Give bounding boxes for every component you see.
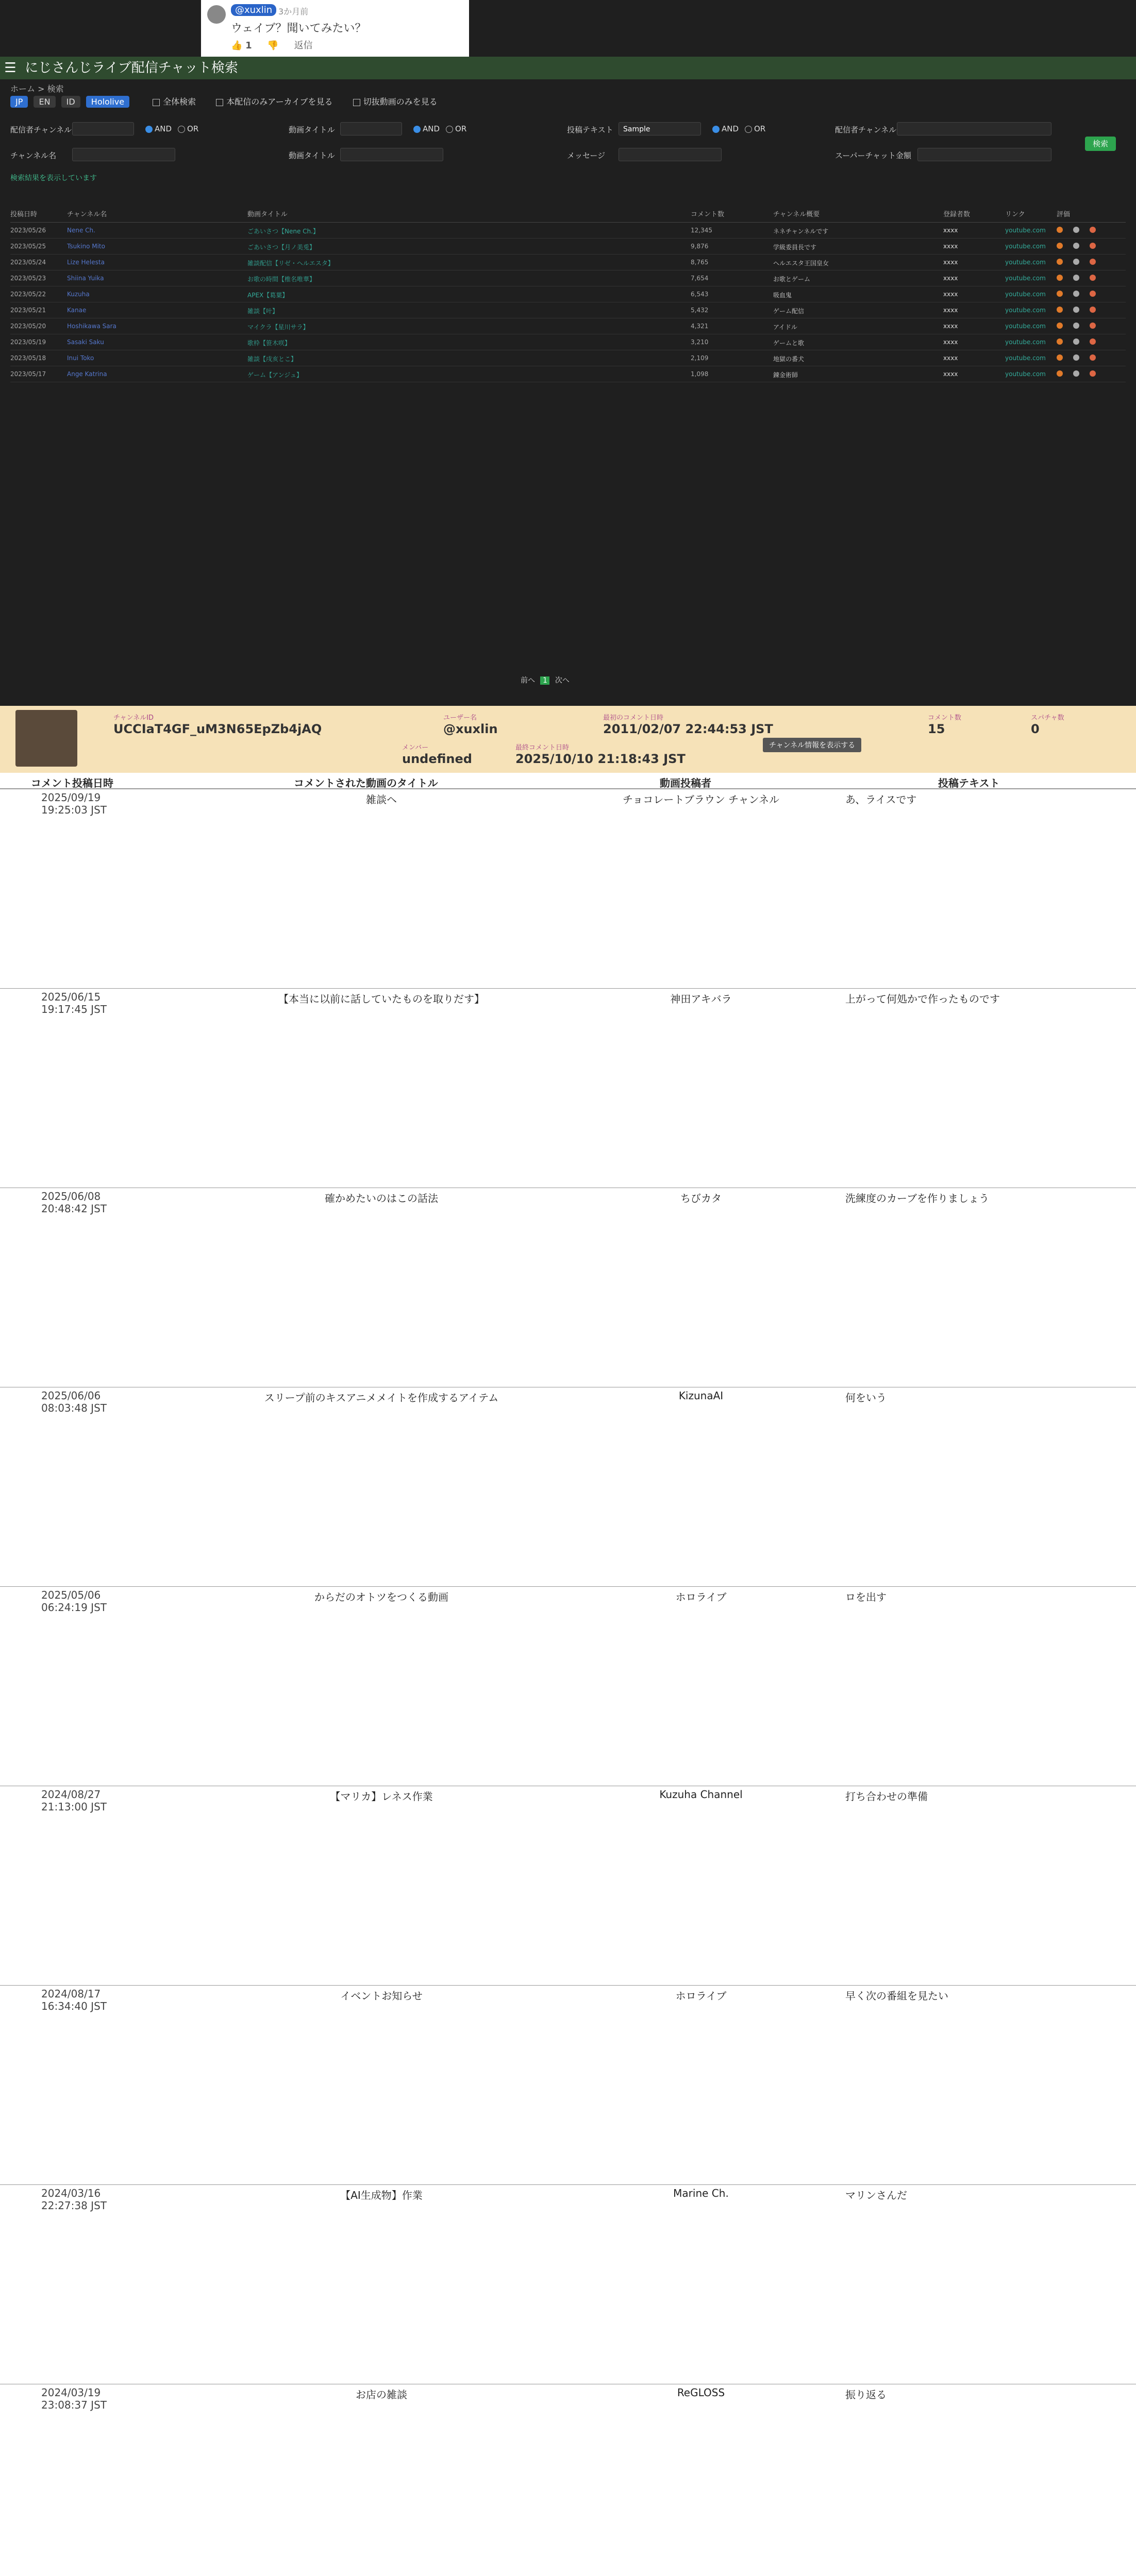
- cell-comment-text: 打ち合わせの準備: [845, 1790, 928, 1803]
- filter-label: 配信者チャンネル: [10, 125, 72, 134]
- thumbs-up-icon[interactable]: 👍 1: [231, 40, 252, 51]
- cell-uploader[interactable]: ちびカタ: [680, 1192, 722, 1205]
- cell-date: 2023/05/17: [10, 370, 46, 378]
- field-value: 0: [1031, 722, 1040, 736]
- cell-video-title[interactable]: イベントお知らせ: [340, 1990, 423, 2002]
- filter-label: 動画タイトル: [289, 151, 335, 160]
- info-icon[interactable]: [1073, 291, 1079, 297]
- toggle-jp[interactable]: JP: [10, 96, 28, 108]
- row-icons: [1057, 323, 1108, 330]
- cell-date: 2023/05/20: [10, 323, 46, 330]
- cell-video-title[interactable]: 確かめたいのはこの話法: [325, 1192, 438, 1205]
- star-icon[interactable]: [1057, 323, 1063, 329]
- cell-uploader[interactable]: チョコレートブラウン チャンネル: [623, 793, 779, 806]
- cell-date: 2025/06/15 19:17:45 JST: [41, 991, 107, 1015]
- cell-comment-text: 早く次の番組を見たい: [845, 1990, 948, 2002]
- table-row[interactable]: [10, 239, 1126, 255]
- cell-desc: ゲームと歌: [773, 340, 805, 347]
- check-label: 切抜動画のみを見る: [363, 97, 438, 107]
- channel2-input[interactable]: [897, 122, 1051, 135]
- alert-icon[interactable]: [1090, 227, 1096, 233]
- cell-cnt: 1,098: [691, 370, 709, 378]
- comment-row: [0, 2384, 1136, 2576]
- cell-ch[interactable]: Nene Ch.: [67, 227, 95, 234]
- cell-date: 2024/08/27 21:13:00 JST: [41, 1788, 107, 1813]
- cell-video-title[interactable]: からだのオトツをつくる動画: [314, 1591, 448, 1603]
- col-header[interactable]: 投稿テキスト: [938, 777, 1000, 789]
- cell-link[interactable]: youtube.com: [1005, 307, 1046, 314]
- cell-date: 2024/03/16 22:27:38 JST: [41, 2187, 107, 2212]
- show-channel-button[interactable]: チャンネル情報を表示する: [763, 738, 861, 752]
- star-icon[interactable]: [1057, 370, 1063, 377]
- info-icon[interactable]: [1073, 338, 1079, 345]
- popup-text: ウェイブ？聞いてみたい？: [231, 22, 366, 35]
- check-all-search[interactable]: [153, 95, 196, 107]
- user-profile: [0, 706, 1136, 773]
- cell-cnt: 7,654: [691, 275, 709, 282]
- cell-desc: ネネチャンネルです: [773, 228, 829, 235]
- row-icons: [1057, 370, 1108, 378]
- cell-ch[interactable]: Kanae: [67, 307, 87, 314]
- field-label: メンバー: [402, 744, 429, 752]
- comment-row: [0, 1387, 1136, 1587]
- cell-num: xxxx: [943, 370, 958, 378]
- cell-num: xxxx: [943, 307, 958, 314]
- cell-cnt: 12,345: [691, 227, 712, 234]
- filter-text: 投稿テキスト Sample AND OR: [567, 121, 835, 139]
- cell-date: 2024/08/17 16:34:40 JST: [41, 1988, 107, 2012]
- cell-desc: アイドル: [773, 324, 797, 331]
- alert-icon[interactable]: [1090, 275, 1096, 281]
- cell-link[interactable]: youtube.com: [1005, 354, 1046, 362]
- filter-label: 投稿テキスト: [567, 125, 613, 134]
- like-count: 1: [245, 40, 252, 51]
- cell-title[interactable]: 雑談【叶】: [247, 308, 279, 315]
- info-icon[interactable]: [1073, 227, 1079, 233]
- filter-row-2: [10, 147, 1126, 164]
- cell-link[interactable]: youtube.com: [1005, 275, 1046, 282]
- cell-cnt: 6,543: [691, 291, 709, 298]
- list-header: [10, 204, 1126, 223]
- cell-uploader[interactable]: ホロライブ: [675, 1591, 727, 1603]
- page-current[interactable]: 1: [540, 676, 549, 685]
- cell-desc: 学級委員長です: [773, 244, 817, 251]
- cell-date: 2023/05/25: [10, 243, 46, 250]
- result-note: 検索結果を表示しています: [10, 174, 97, 182]
- alert-icon[interactable]: [1090, 323, 1096, 329]
- cell-date: 2023/05/19: [10, 338, 46, 346]
- popup-username[interactable]: @xuxlin: [231, 4, 276, 16]
- alert-icon[interactable]: [1090, 291, 1096, 297]
- cell-num: xxxx: [943, 275, 958, 282]
- comment-row: [0, 1986, 1136, 2185]
- cell-uploader[interactable]: Marine Ch.: [673, 2187, 729, 2199]
- row-icons: [1057, 291, 1108, 298]
- info-icon[interactable]: [1073, 323, 1079, 329]
- cell-cnt: 4,321: [691, 323, 709, 330]
- message-input[interactable]: [619, 148, 722, 161]
- row-icons: [1057, 227, 1108, 234]
- cell-cnt: 2,109: [691, 354, 709, 362]
- field-value: undefined: [402, 752, 472, 766]
- app-title: にじさんじライブ配信チャット検索: [25, 60, 238, 76]
- cell-link[interactable]: youtube.com: [1005, 323, 1046, 330]
- profile-last-comment: [515, 742, 686, 766]
- star-icon[interactable]: [1057, 307, 1063, 313]
- cell-ch[interactable]: Ange Katrina: [67, 370, 107, 378]
- cell-ch[interactable]: Hoshikawa Sara: [67, 323, 116, 330]
- filter-label: スーパーチャット金額: [835, 151, 912, 160]
- info-icon[interactable]: [1073, 370, 1079, 377]
- group-toggles: [10, 95, 438, 111]
- alert-icon[interactable]: [1090, 338, 1096, 345]
- app-window: [0, 0, 1136, 706]
- cell-uploader[interactable]: ホロライブ: [675, 1990, 727, 2002]
- col-header[interactable]: リンク: [1005, 211, 1025, 218]
- cell-comment-text: 上がって何処かで作ったものです: [845, 993, 1000, 1005]
- info-icon[interactable]: [1073, 243, 1079, 249]
- info-icon[interactable]: [1073, 275, 1079, 281]
- cell-date: 2025/06/06 08:03:48 JST: [41, 1389, 107, 1414]
- cell-date: 2024/03/19 23:08:37 JST: [41, 2386, 107, 2411]
- cell-comment-text: ロを出す: [845, 1591, 887, 1603]
- table-row[interactable]: [10, 302, 1126, 318]
- cell-ch[interactable]: Tsukino Mito: [67, 243, 105, 250]
- video-title-input[interactable]: [340, 148, 443, 161]
- cell-num: xxxx: [943, 291, 958, 298]
- col-header[interactable]: 動画投稿者: [660, 777, 711, 789]
- comment-row: [0, 1587, 1136, 1786]
- app-header: [0, 57, 1136, 79]
- cell-uploader[interactable]: 神田アキバラ: [670, 993, 732, 1005]
- cell-desc: お歌とゲーム: [773, 276, 811, 283]
- comment-row: [0, 989, 1136, 1188]
- star-icon[interactable]: [1057, 291, 1063, 297]
- toggle-hololive[interactable]: Hololive: [86, 96, 129, 108]
- cell-num: xxxx: [943, 227, 958, 234]
- page-prev-button[interactable]: 前へ: [521, 676, 535, 685]
- filter-label: チャンネル名: [10, 151, 57, 160]
- col-header[interactable]: コメント投稿日時: [31, 777, 113, 789]
- cell-video-title[interactable]: 【本当に以前に話していたものを取りだす】: [278, 993, 485, 1005]
- cell-title[interactable]: お歌の時間【椎名唯華】: [247, 276, 316, 283]
- alert-icon[interactable]: [1090, 259, 1096, 265]
- alert-icon[interactable]: [1090, 370, 1096, 377]
- cell-title[interactable]: 雑談配信【リゼ・ヘルエスタ】: [247, 260, 334, 267]
- comment-row: [0, 1786, 1136, 1986]
- cell-video-title[interactable]: 【AI生成物】作業: [340, 2189, 423, 2201]
- popup-time: 3か月前: [278, 7, 309, 16]
- field-label: ユーザー名: [443, 714, 477, 722]
- filter-superchat: [835, 147, 1072, 164]
- profile-channel-id: [113, 712, 322, 736]
- row-icons: [1057, 354, 1108, 362]
- star-icon[interactable]: [1057, 338, 1063, 345]
- cell-ch[interactable]: Lize Helesta: [67, 259, 105, 266]
- search-button[interactable]: 検索: [1085, 137, 1116, 151]
- alert-icon[interactable]: [1090, 243, 1096, 249]
- result-list: [10, 204, 1126, 667]
- row-icons: [1057, 259, 1108, 266]
- star-icon[interactable]: [1057, 354, 1063, 361]
- cell-date: 2023/05/26: [10, 227, 46, 234]
- cell-title[interactable]: ごあいさつ【Nene Ch.】: [247, 228, 319, 235]
- channel-name-input[interactable]: [72, 148, 175, 161]
- comment-popup: [201, 0, 469, 57]
- col-header[interactable]: 動画タイトル: [247, 211, 288, 218]
- cell-date: 2023/05/24: [10, 259, 46, 266]
- table-row[interactable]: [10, 366, 1126, 382]
- profile-member: [402, 742, 472, 766]
- filter-label: 配信者チャンネル: [835, 125, 897, 134]
- cell-desc: 吸血鬼: [773, 292, 792, 299]
- cell-comment-text: 洗練度のカーブを作りましょう: [845, 1192, 989, 1205]
- comment-row: [0, 1188, 1136, 1387]
- field-value: 2011/02/07 22:44:53 JST: [603, 722, 773, 736]
- cell-title[interactable]: APEX【葛葉】: [247, 292, 289, 299]
- cell-date: 2023/05/22: [10, 291, 46, 298]
- filter-channel-2: [835, 121, 1072, 139]
- toggle-en[interactable]: EN: [34, 96, 55, 108]
- filter-form: [10, 121, 1126, 183]
- channel-input[interactable]: [72, 122, 134, 135]
- field-value: 2025/10/10 21:18:43 JST: [515, 752, 686, 766]
- cell-link[interactable]: youtube.com: [1005, 227, 1046, 234]
- cell-video-title[interactable]: お店の雑談: [356, 2388, 407, 2401]
- cell-title[interactable]: 雑談【戌亥とこ】: [247, 355, 297, 363]
- col-header[interactable]: 投稿日時: [10, 211, 38, 218]
- info-icon[interactable]: [1073, 354, 1079, 361]
- col-header[interactable]: 登録者数: [943, 211, 971, 218]
- filter-row-1: [10, 121, 1126, 139]
- field-label: コメント数: [928, 714, 962, 722]
- comment-table: [0, 773, 1136, 2576]
- profile-count: [928, 712, 961, 736]
- cell-num: xxxx: [943, 354, 958, 362]
- cell-title[interactable]: ゲーム【アンジュ】: [247, 371, 303, 379]
- cell-cnt: 3,210: [691, 338, 709, 346]
- check-label: 全体検索: [163, 97, 196, 107]
- cell-desc: ヘルエスタ王国皇女: [773, 260, 829, 267]
- cell-cnt: 8,765: [691, 259, 709, 266]
- profile-superchat: [1031, 712, 1064, 736]
- row-icons: [1057, 275, 1108, 282]
- star-icon[interactable]: [1057, 243, 1063, 249]
- cell-comment-text: 何をいう: [845, 1392, 887, 1404]
- col-header[interactable]: コメント数: [691, 211, 725, 218]
- field-label: スパチャ数: [1031, 714, 1064, 722]
- profile-name: [443, 712, 498, 736]
- col-header[interactable]: チャンネル名: [67, 211, 107, 218]
- field-value: @xuxlin: [443, 722, 498, 736]
- table-row[interactable]: [10, 318, 1126, 334]
- cell-desc: 地獄の番犬: [773, 355, 805, 363]
- cell-comment-text: マリンさんだ: [845, 2189, 907, 2201]
- cell-num: xxxx: [943, 338, 958, 346]
- table-row[interactable]: [10, 286, 1126, 302]
- cell-title[interactable]: ごあいさつ【月ノ美兎】: [247, 244, 316, 251]
- comment-table-header: [0, 773, 1136, 789]
- title-input[interactable]: [340, 122, 402, 135]
- cell-link[interactable]: youtube.com: [1005, 338, 1046, 346]
- cell-date: 2025/05/06 06:24:19 JST: [41, 1589, 107, 1614]
- table-row[interactable]: [10, 255, 1126, 270]
- cell-ch[interactable]: Sasaki Saku: [67, 338, 104, 346]
- check-label: 本配信のみアーカイブを見る: [226, 97, 333, 107]
- cell-video-title[interactable]: 雑談ヘ: [366, 793, 397, 806]
- filter-video-title: [289, 147, 557, 164]
- comment-row: [0, 2185, 1136, 2384]
- cell-date: 2025/09/19 19:25:03 JST: [41, 791, 107, 816]
- avatar: [207, 5, 226, 24]
- cell-num: xxxx: [943, 323, 958, 330]
- cell-uploader[interactable]: ReGLOSS: [677, 2386, 725, 2399]
- cell-link[interactable]: youtube.com: [1005, 243, 1046, 250]
- table-row[interactable]: [10, 350, 1126, 366]
- cell-desc: 錬金術師: [773, 371, 798, 379]
- cell-video-title[interactable]: 【マリカ】レネス作業: [330, 1790, 433, 1803]
- info-icon[interactable]: [1073, 307, 1079, 313]
- cell-cnt: 9,876: [691, 243, 709, 250]
- cell-ch[interactable]: Kuzuha: [67, 291, 90, 298]
- cell-ch[interactable]: Shiina Yuika: [67, 275, 104, 282]
- cell-date: 2025/06/08 20:48:42 JST: [41, 1190, 107, 1215]
- check-clips-only[interactable]: [353, 95, 438, 107]
- superchat-input[interactable]: [917, 148, 1051, 161]
- popup-actions: [231, 38, 325, 52]
- page-next-button[interactable]: 次へ: [555, 676, 570, 685]
- cell-num: xxxx: [943, 259, 958, 266]
- pagination: [521, 675, 570, 685]
- star-icon[interactable]: [1057, 227, 1063, 233]
- table-row[interactable]: [10, 270, 1126, 286]
- field-value: 15: [928, 722, 945, 736]
- table-row[interactable]: [10, 334, 1126, 350]
- alert-icon[interactable]: [1090, 354, 1096, 361]
- field-label: チャンネルID: [113, 714, 154, 722]
- filter-label: 動画タイトル: [289, 125, 335, 134]
- text-input[interactable]: Sample: [619, 122, 701, 135]
- cell-ch[interactable]: Inui Toko: [67, 354, 94, 362]
- row-icons: [1057, 307, 1108, 314]
- filter-message: [567, 147, 835, 164]
- alert-icon[interactable]: [1090, 307, 1096, 313]
- cell-date: 2023/05/18: [10, 354, 46, 362]
- cell-uploader[interactable]: Kuzuha Channel: [659, 1788, 743, 1801]
- table-row[interactable]: [10, 223, 1126, 239]
- star-icon[interactable]: [1057, 259, 1063, 265]
- cell-comment-text: あ、ライスです: [845, 793, 917, 806]
- cell-title[interactable]: マイクラ【星川サラ】: [247, 324, 309, 331]
- col-header[interactable]: チャンネル概要: [773, 211, 820, 218]
- breadcrumb[interactable]: ホーム > 検索: [10, 84, 64, 94]
- menu-icon[interactable]: ☰: [4, 60, 16, 76]
- col-header[interactable]: コメントされた動画のタイトル: [294, 777, 438, 789]
- cell-uploader[interactable]: KizunaAI: [678, 1389, 724, 1402]
- filter-channel-name: [10, 147, 278, 164]
- field-value[interactable]: UCCIaT4GF_uM3N65EpZb4jAQ: [113, 722, 322, 736]
- comment-row: [0, 789, 1136, 989]
- cell-cnt: 5,432: [691, 307, 709, 314]
- filter-channel: 配信者チャンネル AND OR: [10, 121, 278, 139]
- filter-label: メッセージ: [567, 151, 606, 160]
- reply-button[interactable]: 返信: [294, 40, 313, 51]
- field-label: 最初のコメント日時: [603, 714, 664, 722]
- avatar: [15, 710, 77, 767]
- thumbs-down-icon[interactable]: 👎: [267, 40, 279, 51]
- filter-title: 動画タイトル AND OR: [289, 121, 557, 139]
- cell-desc: ゲーム配信: [773, 308, 805, 315]
- col-header[interactable]: 評価: [1057, 211, 1071, 218]
- cell-comment-text: 振り返る: [845, 2388, 887, 2401]
- cell-num: xxxx: [943, 243, 958, 250]
- cell-link[interactable]: youtube.com: [1005, 291, 1046, 298]
- cell-video-title[interactable]: スリープ前のキスアニメメイトを作成するアイテム: [264, 1392, 499, 1404]
- cell-title[interactable]: 歌枠【笹木咲】: [247, 340, 291, 347]
- cell-link[interactable]: youtube.com: [1005, 370, 1046, 378]
- profile-first-comment: [603, 712, 773, 736]
- row-icons: [1057, 338, 1108, 346]
- check-archive-only[interactable]: [216, 95, 332, 107]
- info-icon[interactable]: [1073, 259, 1079, 265]
- toggle-id[interactable]: ID: [61, 96, 80, 108]
- cell-date: 2023/05/21: [10, 307, 46, 314]
- field-label: 最終コメント日時: [515, 744, 570, 752]
- cell-date: 2023/05/23: [10, 275, 46, 282]
- cell-link[interactable]: youtube.com: [1005, 259, 1046, 266]
- row-icons: [1057, 243, 1108, 250]
- star-icon[interactable]: [1057, 275, 1063, 281]
